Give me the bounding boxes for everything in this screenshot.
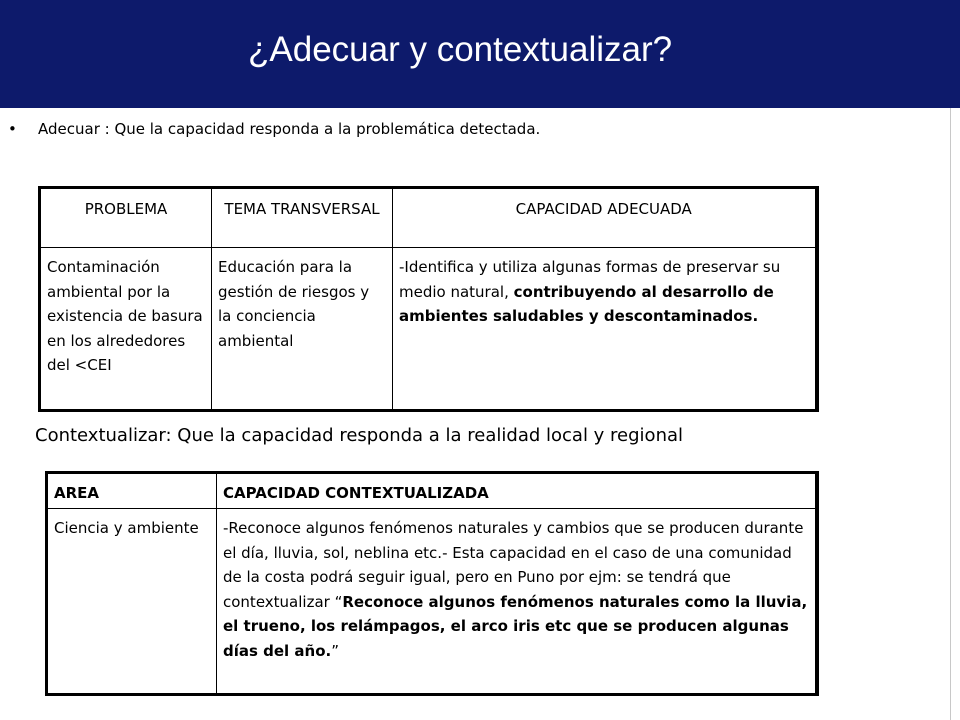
closing-quote: ” xyxy=(331,641,340,660)
contextualizar-definition: Contextualizar: Que la capacidad responda a la realidad local y regional xyxy=(35,425,684,446)
capacidad-text-bold: contribuyendo al desarrollo de ambientes saludables y descontaminados. xyxy=(399,282,774,325)
header-problema: PROBLEMA xyxy=(40,188,212,248)
contextualizacion-table xyxy=(45,471,819,696)
capacidad-text-bold: Reconoce algunos fenómenos naturales como la lluvia, el trueno, los relámpagos, el arco iris etc que se producen algunas días del año. xyxy=(223,592,808,660)
capacidad-text: -Identifica y utiliza algunas formas de preservar su medio natural, xyxy=(399,258,781,301)
table-row xyxy=(40,248,817,411)
cell-area: Ciencia y ambiente xyxy=(47,509,217,695)
adecuar-definition: Adecuar : Que la capacidad responda a la problemática detectada. xyxy=(38,120,541,138)
header-tema-transversal: TEMA TRANSVERSAL xyxy=(212,188,393,248)
cell-tema: Educación para la gestión de riesgos y la conciencia ambiental xyxy=(212,248,393,411)
cell-capacidad-adecuada xyxy=(393,248,817,411)
cell-problema: Contaminación ambiental por la existencia de basura en los alrededores del <CEI xyxy=(40,248,212,411)
slide-edge-rule xyxy=(950,108,951,720)
table-row xyxy=(47,509,817,695)
table-header-row xyxy=(47,473,817,509)
table-header-row xyxy=(40,188,817,248)
capacidad-text: -Reconoce algunos fenómenos naturales y cambios que se producen durante el día, lluvia, sol, neblina etc.- Esta capacidad en el caso de una comunidad de la costa podrá seguir igual, pero en Puno por ejm: se tendrá que contextualizar “ xyxy=(223,519,804,611)
header-area: AREA xyxy=(47,473,217,509)
header-capacidad-adecuada: CAPACIDAD ADECUADA xyxy=(393,188,817,248)
slide-title: ¿Adecuar y contextualizar? xyxy=(248,30,673,69)
header-capacidad-contextualizada: CAPACIDAD CONTEXTUALIZADA xyxy=(217,473,817,509)
adecuar-bullet xyxy=(8,120,540,138)
adecuacion-table xyxy=(38,186,819,412)
cell-capacidad-contextualizada xyxy=(217,509,817,695)
bullet-icon: • xyxy=(8,120,17,138)
